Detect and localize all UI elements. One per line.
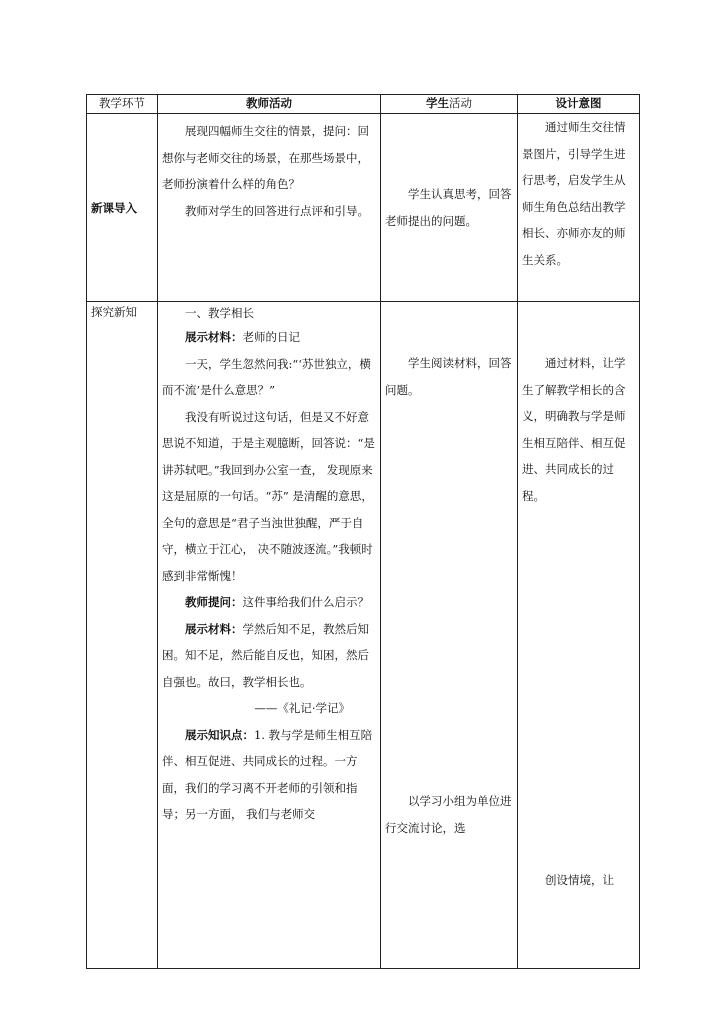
section-title: 一、教学相长	[185, 306, 254, 320]
table-row	[87, 114, 640, 302]
header-teacher: 教师活动	[158, 95, 381, 114]
student-activity-cell	[381, 114, 518, 302]
header-stage: 教学环节	[87, 95, 158, 114]
material-2-source: ——《礼记·学记》	[254, 701, 350, 715]
teacher-activity-cell	[158, 302, 381, 969]
teacher-activity-cell	[158, 114, 381, 302]
material-1-text: 我没有听说过这句话，但是又不好意思说不知道，于是主观臆断，回答说：“是讲苏轼吧。”我回到办公室一查， 发现原来这是屈原的一句话。“苏” 是清醒的意思，全句的意思是“君子当浊世独醒，严于自守，横立于江心， 决不随波逐流。”我顿时感到非常惭愧！	[162, 409, 375, 583]
header-student: 学生活动	[381, 95, 518, 114]
design-intent-cell	[518, 114, 640, 302]
table-row	[87, 302, 640, 969]
teacher-question: 教师提问：这件事给我们什么启示？	[185, 595, 369, 609]
lesson-plan-table	[86, 94, 640, 969]
material-1-text: 一天，学生忽然问我:“‘苏世独立，横而不流’是什么意思？”	[162, 356, 371, 397]
knowledge-point: 展示知识点：1. 教与学是师生相互陪伴、相互促进、共同成长的过程。一方面，我们的学习离不开老师的引领和指导；另一方面， 我们与老师交	[162, 727, 373, 821]
design-intent-cell	[518, 302, 640, 969]
intent-text: 创设情境，让	[545, 873, 614, 887]
material-2: 展示材料：学然后知不足，教然后知困。知不足，然后能自反也，知困，然后自强也。故曰，教学相长也。	[162, 621, 369, 689]
student-text: 以学习小组为单位进行交流讨论，选	[385, 794, 512, 835]
student-activity-cell	[381, 302, 518, 969]
header-row	[87, 95, 640, 114]
teacher-text: 教师对学生的回答进行点评和引导。	[185, 203, 369, 218]
stage-cell: 新课导入	[87, 114, 158, 302]
student-text: 学生认真思考，回答老师提出的问题。	[385, 187, 512, 228]
intent-text: 通过材料，让学生了解教学相长的含义，明确教与学是师生相互陪伴、相互促进、共同成长的过程。	[522, 356, 626, 503]
teacher-text: 展现四幅师生交往的情景，提问：回想你与老师交往的场景，在那些场景中，老师扮演着什么样的角色？	[162, 124, 369, 191]
intent-text: 通过师生交往情景图片，引导学生进行思考，启发学生从师生角色总结出教学相长、亦师亦友的师生关系。	[522, 120, 626, 267]
header-intent: 设计意图	[518, 95, 640, 114]
stage-cell: 探究新知	[87, 302, 158, 969]
student-text: 学生阅读材料，回答问题。	[385, 356, 512, 397]
material-1: 展示材料：老师的日记	[185, 330, 300, 344]
